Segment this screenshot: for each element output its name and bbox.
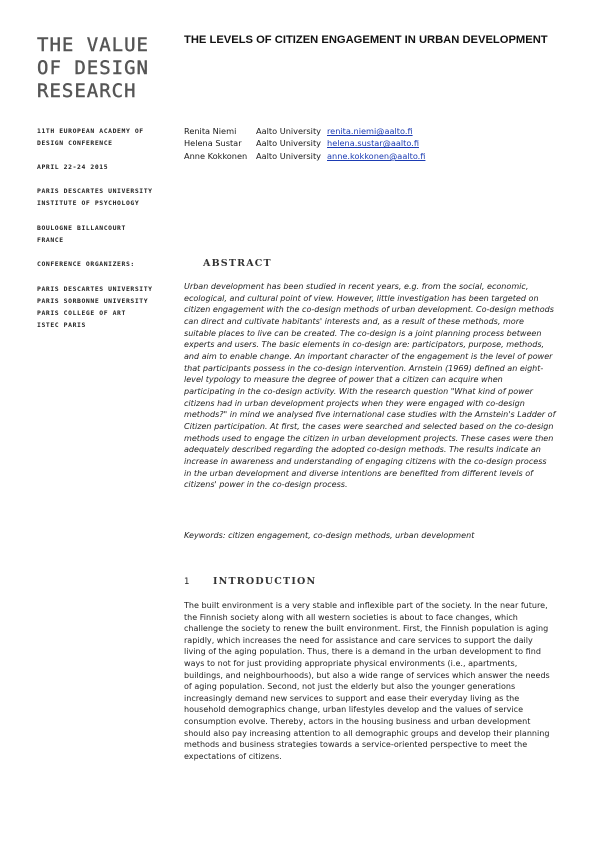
author-email-link[interactable]: helena.sustar@aalto.fi xyxy=(327,138,419,149)
section-number: 1 xyxy=(184,577,190,587)
sidebar-line: APRIL 22-24 2015 xyxy=(37,163,109,171)
abstract-heading: ABSTRACT xyxy=(203,258,272,269)
author-name: Anne Kokkonen xyxy=(184,150,248,161)
introduction-text: The built environment is a very stable and inflexible part of the society. In the near future, the Finnish society along with all western societies is about to face changes, which challenge the society to renew the built environment. First, the Finnish population is aging rapidly, which increases the need for assistance and care services to support the daily living of the aging population. Thus, there is a demand in the urban development to find ways to not for just providing appropriate physical environments (i.e., apartments, buildings, and neighbourhoods), but also a wide range of services which answer the needs of aging population. Second, not just the elderly but also the younger generations increasingly demand new services to support and ease their everyday living as the household demographics change, urban lifestyles develop and the values of service consumption evolve. Thereby, actors in the housing business and urban development should also pay increasing attention to all demographic groups and develop their planning methods and business strategies towards a service-oriented perspective to meet the expectations of citizens. xyxy=(184,601,550,761)
author-row xyxy=(184,137,425,149)
author-email-link[interactable]: anne.kokkonen@aalto.fi xyxy=(327,150,426,161)
conference-name xyxy=(37,125,177,149)
abstract-text: Urban development has been studied in recent years, e.g. from the social, economic, ecological, and cultural point of view. However, little investigation has been targeted on citizen engagement with the co-design methods of urban development. Co-design methods can direct and cultivate habitants' interests and, as a result of these methods, more suitable places to live can be created. The co-design is a joint planning process between experts and users. The basic elements in co-design are: participators, purpose, methods, and aim to enable change. An important character of the engagement is the level of power that participants possess in the co-design intervention. Arnstein (1969) defined an eight-level typology to measure the degree of power that a citizen can acquire when participating in the co-design activity. With the research question "What kind of power citizens had in urban development projects when they were engaged with co-design methods?" in mind we analysed five international case studies with the Arnstein's Ladder of Citizen participation. At first, the cases were searched and selected based on the co-design methods used to engage the citizen in urban development projects. These cases were then adequately described regarding the adopted co-design methods. The results indicate an increase in awareness and understanding of engaging citizens with the co-design process in the urban development and diverse intentions are benefited from different levels of citizens' power in the co-design process. xyxy=(184,282,556,490)
paper-header xyxy=(184,34,554,46)
author-affiliation: Aalto University xyxy=(256,150,322,161)
author-affiliation: Aalto University xyxy=(256,126,322,136)
sidebar-line: PARIS COLLEGE OF ART xyxy=(37,309,126,317)
conference-logo xyxy=(37,34,157,103)
sidebar-line: ISTEC PARIS xyxy=(37,321,86,329)
introduction-heading: INTRODUCTION xyxy=(213,576,317,587)
sidebar-line: DESIGN CONFERENCE xyxy=(37,139,113,147)
conference-sidebar xyxy=(37,125,177,331)
author-name: Helena Sustar xyxy=(184,138,242,149)
paper-title: THE LEVELS OF CITIZEN ENGAGEMENT IN URBAN DEVELOPMENT xyxy=(184,34,548,46)
author-list xyxy=(184,125,425,162)
author-name: Renita Niemi xyxy=(184,126,237,136)
host-university xyxy=(37,185,177,209)
author-affiliation: Aalto University xyxy=(256,138,322,149)
organizers-label xyxy=(37,258,177,270)
keywords: Keywords: citizen engagement, co-design methods, urban development xyxy=(184,531,475,540)
sidebar-line: CONFERENCE ORGANIZERS: xyxy=(37,260,135,268)
author-row xyxy=(184,150,425,162)
conference-date xyxy=(37,161,177,173)
logo-line: OF DESIGN xyxy=(37,57,149,79)
organizers-list xyxy=(37,283,177,331)
sidebar-line: FRANCE xyxy=(37,236,64,244)
sidebar-line: PARIS DESCARTES UNIVERSITY xyxy=(37,285,153,293)
conference-location xyxy=(37,222,177,246)
sidebar-line: INSTITUTE OF PSYCHOLOGY xyxy=(37,199,140,207)
sidebar-line: 11TH EUROPEAN ACADEMY OF xyxy=(37,127,144,135)
logo-line: THE VALUE xyxy=(37,34,149,56)
sidebar-line: BOULOGNE BILLANCOURT xyxy=(37,224,126,232)
sidebar-line: PARIS SORBONNE UNIVERSITY xyxy=(37,297,149,305)
author-email-link[interactable]: renita.niemi@aalto.fi xyxy=(327,126,413,136)
sidebar-line: PARIS DESCARTES UNIVERSITY xyxy=(37,187,153,195)
logo-line: RESEARCH xyxy=(37,80,137,102)
author-row xyxy=(184,125,425,137)
